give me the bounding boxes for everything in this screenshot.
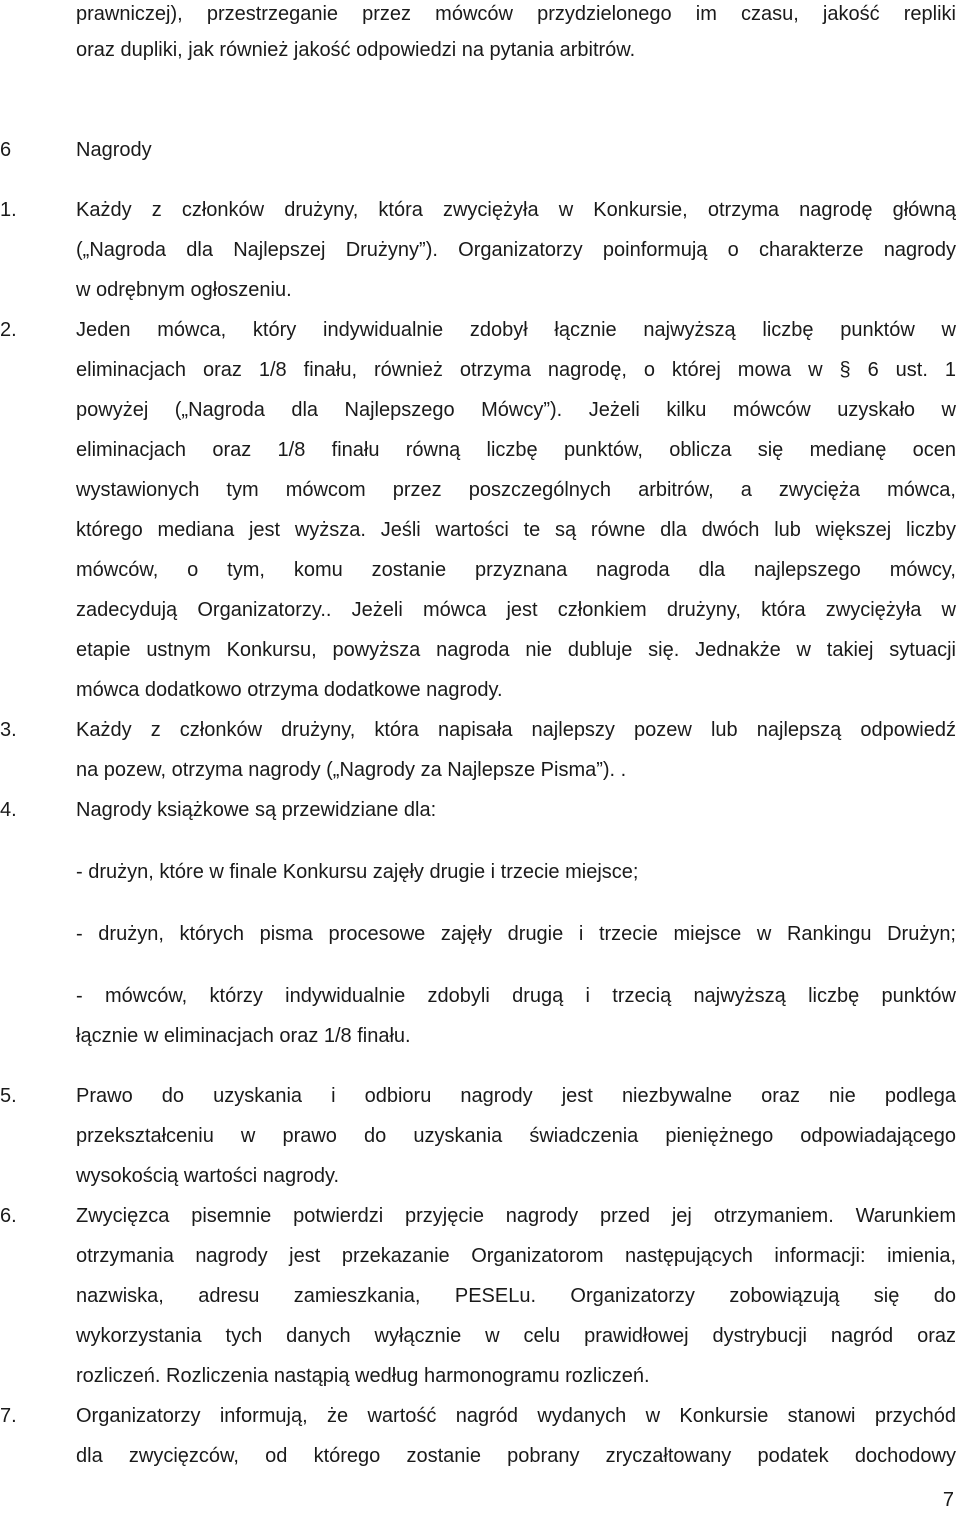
item-line: etapie ustnym Konkursu, powyższa nagroda nie dubluje się. Jednakże w takiej sytuacji [76,639,956,661]
paragraph-line: prawniczej), przestrzeganie przez mówców przydzielonego im czasu, jakość repliki [76,3,956,25]
item-number: 7. [0,1405,17,1427]
item-line: Nagrody książkowe są przewidziane dla: [76,799,437,821]
item-number: 5. [0,1085,17,1107]
item-line: Prawo do uzyskania i odbioru nagrody jest niezbywalne oraz nie podlega [76,1085,956,1107]
item-line: nazwiska, adresu zamieszkania, PESELu. Organizatorzy zobowiązują się do [76,1285,956,1307]
item-line: którego mediana jest wyższa. Jeśli wartości te są równe dla dwóch lub większej liczby [76,519,956,541]
item-line: eliminacjach oraz 1/8 finału równą liczbę punktów, oblicza się medianę ocen [76,439,956,461]
page-number: 7 [942,1489,954,1511]
item-number: 4. [0,799,17,821]
item-number: 2. [0,319,17,341]
item-line: wystawionych tym mówcom przez poszczególnych arbitrów, a zwycięża mówca, [76,479,956,501]
prize-list-item: - mówców, którzy indywidualnie zdobyli drugą i trzecią najwyższą liczbę punktów [76,985,956,1007]
item-line: w odrębnym ogłoszeniu. [76,279,292,301]
prize-list-item: - drużyn, których pisma procesowe zajęły drugie i trzecie miejsce w Rankingu Drużyn; [76,923,956,945]
item-line: przekształceniu w prawo do uzyskania świadczenia pieniężnego odpowiadającego [76,1125,956,1147]
item-line: dla zwycięzców, od którego zostanie pobrany zryczałtowany podatek dochodowy [76,1445,956,1467]
item-line: rozliczeń. Rozliczenia nastąpią według harmonogramu rozliczeń. [76,1365,650,1387]
item-line: mówców, o tym, komu zostanie przyznana nagroda dla najlepszego mówcy, [76,559,956,581]
item-line: otrzymania nagrody jest przekazanie Organizatorom następujących informacji: imienia, [76,1245,956,1267]
item-line: na pozew, otrzyma nagrody („Nagrody za Najlepsze Pisma”). . [76,759,627,781]
item-line: Każdy z członków drużyny, która napisała najlepszy pozew lub najlepszą odpowiedź [76,719,956,741]
item-line: eliminacjach oraz 1/8 finału, również otrzyma nagrodę, o której mowa w § 6 ust. 1 [76,359,956,381]
section-title: Nagrody [76,139,152,161]
item-line: mówca dodatkowo otrzyma dodatkowe nagrody. [76,679,503,701]
item-number: 6. [0,1205,17,1227]
section-number: 6 [0,139,12,161]
paragraph-line: oraz dupliki, jak również jakość odpowiedzi na pytania arbitrów. [76,39,636,61]
item-line: Zwycięzca pisemnie potwierdzi przyjęcie nagrody przed jej otrzymaniem. Warunkiem [76,1205,956,1227]
item-line: („Nagroda dla Najlepszej Drużyny”). Organizatorzy poinformują o charakterze nagrody [76,239,956,261]
prize-list-item: - drużyn, które w finale Konkursu zajęły drugie i trzecie miejsce; [76,861,639,883]
item-line: Organizatorzy informują, że wartość nagród wydanych w Konkursie stanowi przychód [76,1405,956,1427]
item-line: powyżej („Nagroda dla Najlepszego Mówcy”). Jeżeli kilku mówców uzyskało w [76,399,956,421]
prize-list-item: łącznie w eliminacjach oraz 1/8 finału. [76,1025,411,1047]
item-line: wykorzystania tych danych wyłącznie w celu prawidłowej dystrybucji nagród oraz [76,1325,956,1347]
item-line: Każdy z członków drużyny, która zwyciężyła w Konkursie, otrzyma nagrodę główną [76,199,956,221]
item-line: Jeden mówca, który indywidualnie zdobył łącznie najwyższą liczbę punktów w [76,319,956,341]
item-number: 3. [0,719,17,741]
item-line: zadecydują Organizatorzy.. Jeżeli mówca jest członkiem drużyny, która zwyciężyła w [76,599,956,621]
item-line: wysokością wartości nagrody. [76,1165,340,1187]
item-number: 1. [0,199,17,221]
